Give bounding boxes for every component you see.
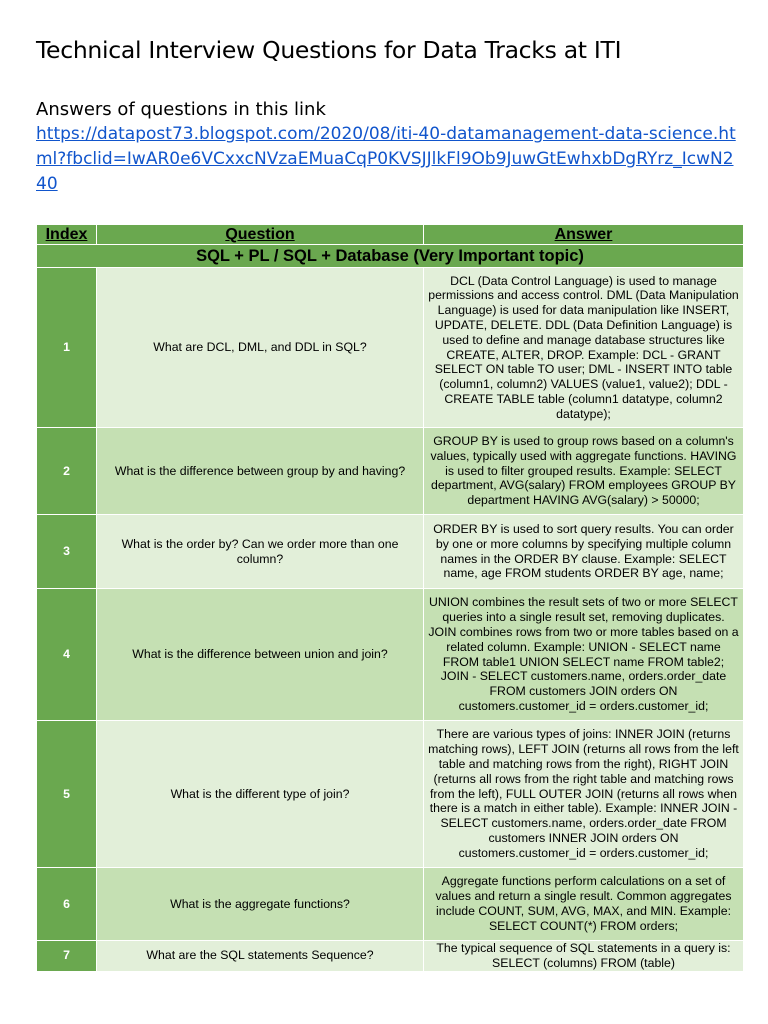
- row-question: What is the order by? Can we order more than one column?: [97, 515, 424, 589]
- row-index: 1: [37, 268, 97, 428]
- row-question: What is the aggregate functions?: [97, 868, 424, 941]
- row-answer: DCL (Data Control Language) is used to manage permissions and access control. DML (Data Manipulation Language) is used for data manipulation like INSERT, UPDATE, DELETE. DDL (Data Definition Language) is used to define and manage database structures like CREATE, ALTER, DROP. Example: DCL - GRANT SELECT ON table TO user; DML - INSERT INTO table (column1, column2) VALUES (value1, value2); DDL - CREATE TABLE table (column1 datatype, column2 datatype);: [424, 268, 744, 428]
- table-row: [37, 868, 744, 941]
- row-question: What are the SQL statements Sequence?: [97, 941, 424, 972]
- row-index: 2: [37, 428, 97, 515]
- table-row: [37, 515, 744, 589]
- row-answer: UNION combines the result sets of two or more SELECT queries into a single result set, removing duplicates. JOIN combines rows from two or more tables based on a related column. Example: UNION - SELECT name FROM table1 UNION SELECT name FROM table2; JOIN - SELECT customers.name, orders.order_date FROM customers JOIN orders ON customers.customer_id = orders.customer_id;: [424, 589, 744, 721]
- answers-link[interactable]: https://datapost73.blogspot.com/2020/08/iti-40-datamanagement-data-science.html?fbclid=IwAR0e6VCxxcNVzaEMuaCqP0KVSJJlkFl9Ob9JuwGtEwhxbDgRYrz_IcwN240: [36, 124, 736, 194]
- row-question: What is the difference between group by and having?: [97, 428, 424, 515]
- row-question: What is the different type of join?: [97, 721, 424, 868]
- table-row: [37, 428, 744, 515]
- row-answer: The typical sequence of SQL statements in a query is: SELECT (columns) FROM (table): [424, 941, 744, 972]
- row-index: 6: [37, 868, 97, 941]
- row-index: 3: [37, 515, 97, 589]
- table-row: [37, 721, 744, 868]
- row-question: What are DCL, DML, and DDL in SQL?: [97, 268, 424, 428]
- table-row: [37, 941, 744, 972]
- row-question: What is the difference between union and join?: [97, 589, 424, 721]
- row-index: 4: [37, 589, 97, 721]
- header-question: Question: [97, 225, 424, 245]
- row-answer: ORDER BY is used to sort query results. You can order by one or more columns by specifying multiple column names in the ORDER BY clause. Example: SELECT name, age FROM students ORDER BY age, name;: [424, 515, 744, 589]
- header-answer: Answer: [424, 225, 744, 245]
- questions-table: [36, 224, 744, 972]
- section-row: [37, 245, 744, 268]
- row-answer: Aggregate functions perform calculations on a set of values and return a single result. Common aggregates include COUNT, SUM, AVG, MAX, and MIN. Example: SELECT COUNT(*) FROM orders;: [424, 868, 744, 941]
- section-title: SQL + PL / SQL + Database (Very Important topic): [37, 245, 744, 268]
- header-index: Index: [37, 225, 97, 245]
- document-title: Technical Interview Questions for Data Tracks at ITI: [36, 36, 622, 64]
- intro-text: Answers of questions in this link: [36, 99, 326, 120]
- table-row: [37, 268, 744, 428]
- row-index: 7: [37, 941, 97, 972]
- table-header-row: [37, 225, 744, 245]
- row-index: 5: [37, 721, 97, 868]
- row-answer: GROUP BY is used to group rows based on a column's values, typically used with aggregate functions. HAVING is used to filter grouped results. Example: SELECT department, AVG(salary) FROM employees GROUP BY department HAVING AVG(salary) > 50000;: [424, 428, 744, 515]
- table-row: [37, 589, 744, 721]
- row-answer: There are various types of joins: INNER JOIN (returns matching rows), LEFT JOIN (returns all rows from the left table and matching rows from the right), RIGHT JOIN (returns all rows from the right table and matching rows from the left), FULL OUTER JOIN (returns all rows when there is a match in either table). Example: INNER JOIN - SELECT customers.name, orders.order_date FROM customers INNER JOIN orders ON customers.customer_id = orders.customer_id;: [424, 721, 744, 868]
